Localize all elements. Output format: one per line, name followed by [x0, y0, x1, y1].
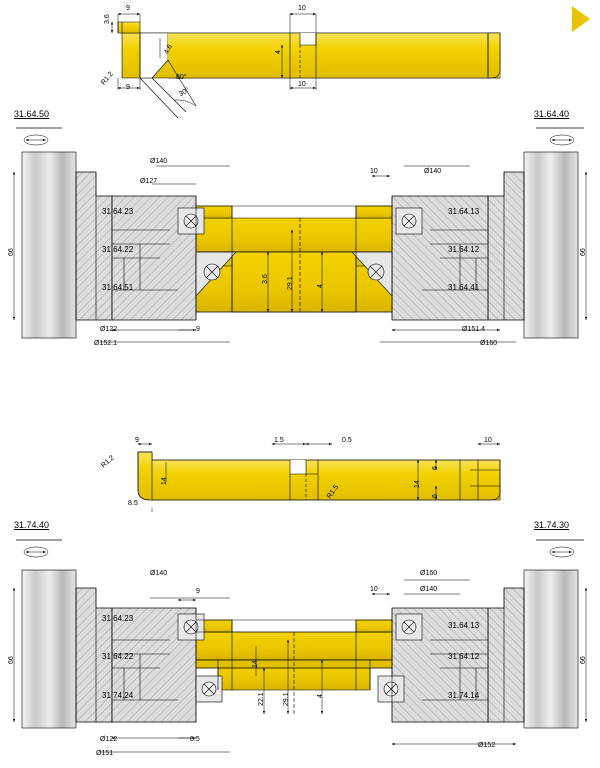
radius-r12-top1: R1.2	[100, 70, 115, 87]
view-tag-right-1: 31.64.40	[534, 109, 570, 119]
dim-9-sec1: 9	[196, 326, 200, 333]
part-label-2-31-64-13: 31.64.13	[448, 621, 480, 630]
dim-10-sec1: 10	[370, 168, 378, 175]
dim-6b-top2: 6	[432, 494, 439, 498]
dim-10-top2: 10	[484, 437, 492, 444]
dia-1521-1: Ø152.1	[94, 340, 117, 347]
part-label-31-64-51: 31.64.51	[102, 283, 134, 292]
view-tag-left-1: 31.64.50	[14, 109, 50, 119]
dim-05-top2: 0.5	[342, 437, 352, 444]
dia-127-1: Ø127	[140, 178, 158, 185]
dia-140-left-2: Ø140	[150, 570, 168, 577]
dim-36-sec1: 3.6	[262, 274, 269, 284]
dim-14-sec2: 14	[252, 660, 259, 668]
part-label-2-31-74-14: 31.74.14	[448, 691, 480, 700]
dia-1514-1: Ø151.4	[462, 326, 485, 333]
dim-9-top1: 9	[126, 5, 130, 12]
dim-9b-top1: 9	[126, 84, 130, 91]
dim-10-top1: 10	[298, 5, 306, 12]
dim-36-top1: 3.6	[104, 14, 111, 24]
upper-profile-geometry	[118, 22, 500, 118]
dia-122-2: Ø122	[100, 736, 118, 743]
angle-60-top1: 60°	[176, 74, 187, 81]
dim-9-top2: 9	[135, 437, 139, 444]
dia-160-2: Ø160	[420, 570, 438, 577]
lower-profile-geometry	[138, 452, 500, 500]
dia-160-1: Ø160	[480, 340, 498, 347]
radius-r12-top2: R1.2	[100, 454, 116, 470]
part-label-31-64-12: 31.64.12	[448, 245, 480, 254]
dim-14a-top2: 14	[161, 477, 168, 485]
part-label-31-64-41: 31.64.41	[448, 283, 480, 292]
part-label-2-31-64-22: 31.64.22	[102, 652, 134, 661]
dim-9-sec2: 9	[196, 588, 200, 595]
dim-221-sec2: 22.1	[258, 692, 265, 706]
dia-140-right-1: Ø140	[424, 168, 442, 175]
dim-10b-top1: 10	[298, 81, 306, 88]
view-tag-right-2: 31.74.30	[534, 520, 570, 530]
part-label-31-64-22: 31.64.22	[102, 245, 134, 254]
radius-r15-top2: R1.5	[326, 483, 341, 501]
dia-140-right-2: Ø140	[420, 586, 438, 593]
part-label-2-31-64-23: 31.64.23	[102, 614, 134, 623]
dim-66-right-2: 66	[580, 656, 587, 664]
dim-4-top1: 4	[275, 50, 282, 54]
dim-4-sec2: 4	[317, 694, 324, 698]
dia-122-1: Ø122	[100, 326, 118, 333]
dim-6a-top2: 6	[432, 466, 439, 470]
dim-85-top2: 8.5	[128, 500, 138, 507]
part-label-2-31-64-12: 31.64.12	[448, 652, 480, 661]
dim-291-sec2: 29.1	[283, 692, 290, 706]
part-label-31-64-13: 31.64.13	[448, 207, 480, 216]
dim-10-sec2: 10	[370, 586, 378, 593]
dim-4-sec1: 4	[317, 284, 324, 288]
part-label-2-31-74-24: 31.74.24	[102, 691, 134, 700]
dim-15-top2: 1.5	[274, 437, 284, 444]
part-label-31-64-23: 31.64.23	[102, 207, 134, 216]
dim-85-sec2: 8.5	[190, 736, 200, 743]
dim-66-left-1: 66	[8, 248, 15, 256]
dim-291-sec1: 29.1	[287, 276, 294, 290]
dia-152-2: Ø152	[478, 742, 496, 749]
dim-66-left-2: 66	[8, 656, 15, 664]
dim-66-right-1: 66	[580, 248, 587, 256]
lower-assembly-geometry	[22, 570, 578, 728]
angle-30-top1: 30°	[178, 86, 191, 99]
dia-151-2: Ø151	[96, 750, 114, 757]
view-tag-left-2: 31.74.40	[14, 520, 50, 530]
view-direction-arrow	[572, 6, 590, 32]
dim-14b-top2: 14	[414, 480, 421, 488]
dim-46-top1: 4.6	[163, 43, 174, 56]
dia-140-left-1: Ø140	[150, 158, 168, 165]
